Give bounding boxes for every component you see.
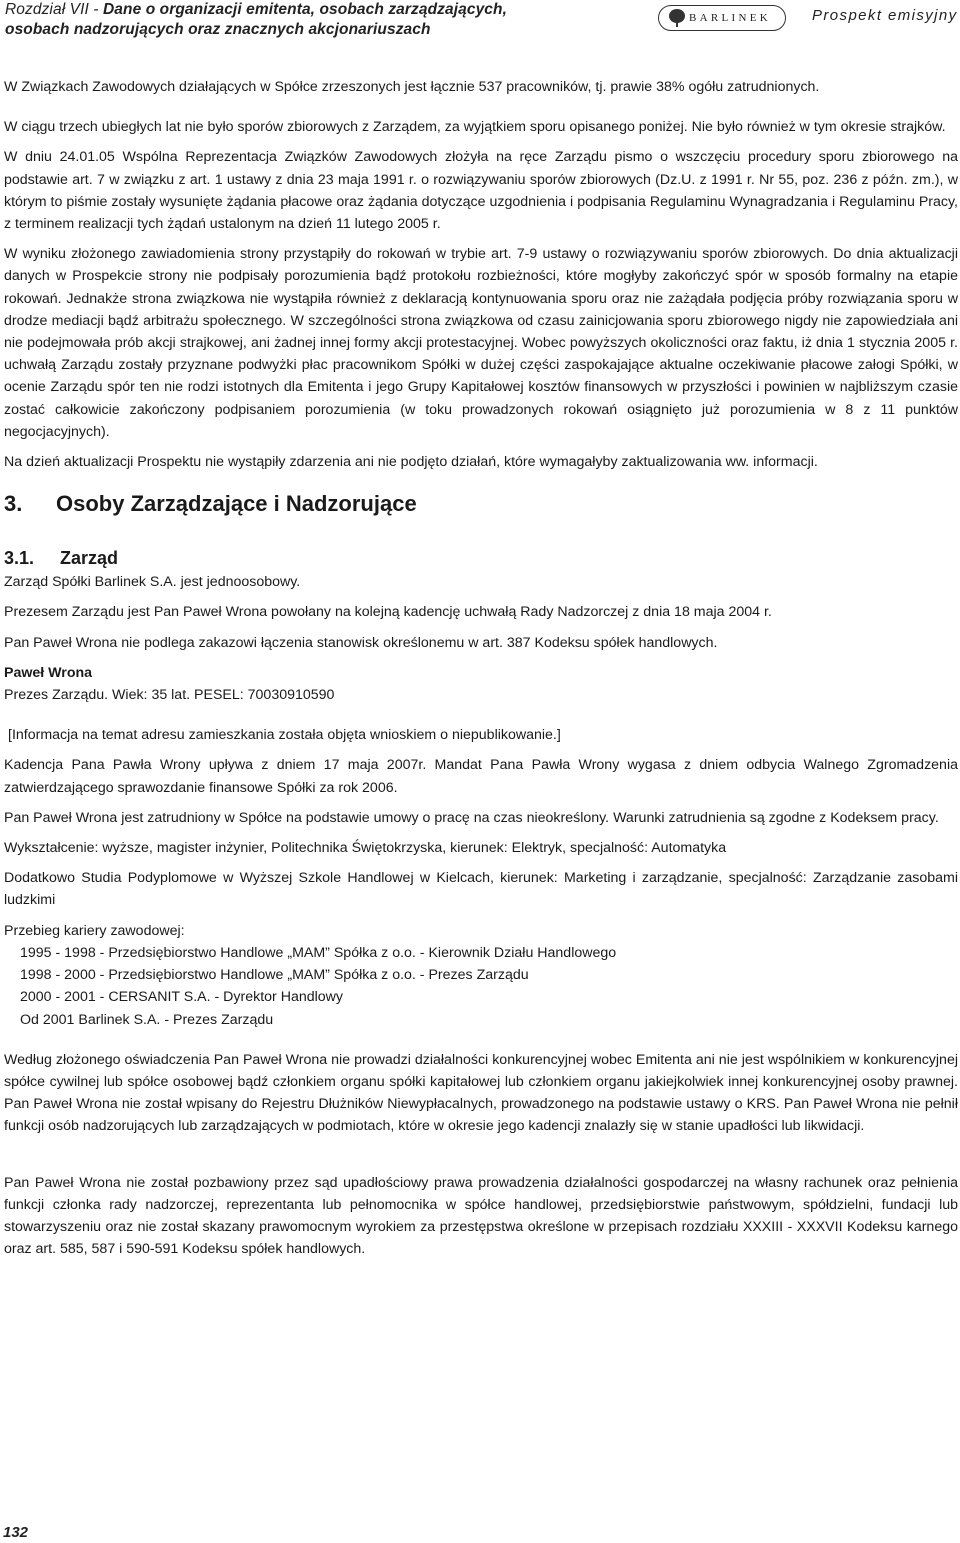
- paragraph: Pan Paweł Wrona nie podlega zakazowi łączenia stanowisk określonemu w art. 387 Kodeksu spółek handlowych.: [4, 634, 718, 651]
- paragraph: Na dzień aktualizacji Prospektu nie wystąpiły zdarzenia ani nie podjęto działań, które wymagałyby zaktualizowania ww. informacji.: [4, 454, 818, 471]
- paragraph: Kadencja Pana Pawła Wrony upływa z dniem 17 maja 2007r. Mandat Pana Pawła Wrony wygasa z dniem odbycia Walnego Zgromadzenia zatwierdzającego sprawozdanie finansowe Spółki za rok 2006.: [4, 757, 958, 796]
- subsection-title: Zarząd: [60, 548, 119, 569]
- chapter-title: [5, 0, 507, 40]
- paragraph: W ciągu trzech ubiegłych lat nie było sporów zbiorowych z Zarządem, za wyjątkiem sporu opisanego poniżej. Nie było również w tym okresie strajków.: [4, 119, 946, 136]
- paragraph: Według złożonego oświadczenia Pan Paweł Wrona nie prowadzi działalności konkurencyjnej wobec Emitenta ani nie jest wspólnikiem w konkurencyjnej spółce cywilnej lub spółce osobowej bądź członkiem organu spółki kapitałowej lub członkiem organu jakiejkolwiek innej konkurencyjnej osoby prawnej. Pan Paweł Wrona nie został wpisany do Rejestru Dłużników Niewypłacalnych, prowadzonego na podstawie ustawy o KRS. Pan Paweł Wrona nie pełnił funkcji osób nadzorujących lub zarządzających w podmiotach, które w okresie jego kadencji znalazły się w stanie upadłości lub likwidacji.: [4, 1051, 958, 1135]
- section-number: 3.: [4, 491, 23, 517]
- paragraph: Wykształcenie: wyższe, magister inżynier, Politechnika Świętokrzyska, kierunek: Elektryk, specjalność: Automatyka: [4, 840, 727, 857]
- paragraph: W wyniku złożonego zawiadomienia strony przystąpiły do rokowań w trybie art. 7-9 ustawy o rozwiązywaniu sporów zbiorowych. Do dnia aktualizacji danych w Prospekcie strony nie podpisały porozumienia bądź protokołu rozbieżności, które mogłyby zakończyć spór w sposób formalny na etapie rokowań. Jednakże strona związkowa nie wystąpiła również z deklaracją kontynuowania sporu oraz nie zażądała podjęcia próby rozwiązania sporu w drodze mediacji bądź arbitrażu społecznego. W szczególności strona związkowa od czasu zainicjowania sporu zbiorowego nigdy nie zapowiedziała ani nie podejmowała prób akcji strajkowej, ani żadnej innej formy akcji protestacyjnej. Wobec powyższych okoliczności oraz faktu, iż dnia 1 stycznia 2005 r. uchwałą Zarządu zostały przyznane podwyżki płac pracownikom Spółki w dużej części zaspokajające aktualne oczekiwanie płacowe załogi Spółki, w ocenie Zarządu spór ten nie rodzi istotnych dla Emitenta i jego Grupy Kapitałowej kosztów finansowych w przyszłości i powinien w najbliższym czasie zostać całkowicie zakończony podpisaniem porozumienia (w toku prowadzonych rokowań osiągnięto już porozumienia w 8 z 11 punktów negocjacyjnych).: [4, 246, 958, 440]
- chapter-title-line2: osobach nadzorujących oraz znacznych akcjonariuszach: [5, 21, 431, 38]
- section-heading: [4, 489, 958, 519]
- section-title: Osoby Zarządzające i Nadzorujące: [56, 491, 417, 517]
- person-name: Paweł Wrona: [4, 664, 93, 681]
- barlinek-logo: [658, 5, 786, 31]
- paragraph: W dniu 24.01.05 Wspólna Reprezentacja Związków Zawodowych złożyła na ręce Zarządu pismo o wszczęciu procedury sporu zbiorowego na podstawie art. 7 w związku z art. 1 ustawy z dnia 23 maja 1991 r. o rozwiązywaniu sporów zbiorowych (Dz.U. z 1991 r. Nr 55, poz. 236 z późn. zm.), w którym to piśmie zostały wysunięte żądania płacowe oraz żądania dotyczące uzgodnienia i podpisania Regulaminu Wynagradzania i Regulaminu Pracy, z terminem realizacji tych żądań ustalonym na dzień 11 lutego 2005 r.: [4, 149, 958, 233]
- page-number: 132: [3, 1524, 29, 1541]
- chapter-lead: Rozdział VII -: [5, 1, 103, 18]
- tree-icon: [667, 8, 687, 28]
- page-header: [0, 0, 960, 50]
- chapter-title-line1: Dane o organizacji emitenta, osobach zarządzających,: [102, 1, 508, 18]
- paragraph: Pan Paweł Wrona jest zatrudniony w Spółce na podstawie umowy o pracę na czas nieokreślony. Warunki zatrudnienia są zgodne z Kodeksem pracy.: [4, 809, 939, 826]
- paragraph: Zarząd Spółki Barlinek S.A. jest jednoosobowy.: [4, 574, 301, 591]
- career-title: Przebieg kariery zawodowej:: [4, 922, 185, 939]
- page-content: [4, 76, 958, 1260]
- career-list: [4, 942, 958, 1031]
- subsection-heading: [4, 545, 958, 571]
- document-title: Prospekt emisyjny: [812, 7, 958, 24]
- subsection-number: 3.1.: [4, 548, 35, 569]
- address-note: [Informacja na temat adresu zamieszkania została objęta wnioskiem o niepublikowanie.]: [8, 727, 561, 744]
- logo-text: BARLINEK: [689, 12, 772, 24]
- paragraph: Dodatkowo Studia Podyplomowe w Wyższej Szkole Handlowej w Kielcach, kierunek: Marketing i zarządzanie, specjalność: Zarządzanie zasobami ludzkimi: [4, 870, 958, 909]
- person-role: Prezes Zarządu. Wiek: 35 lat. PESEL: 70030910590: [4, 687, 335, 704]
- list-item: 1995 - 1998 - Przedsiębiorstwo Handlowe „MAM” Spółka z o.o. - Kierownik Działu Handlowego: [20, 944, 617, 961]
- list-item: Od 2001 Barlinek S.A. - Prezes Zarządu: [20, 1011, 274, 1028]
- paragraph: W Związkach Zawodowych działających w Spółce zrzeszonych jest łącznie 537 pracowników, tj. prawie 38% ogółu zatrudnionych.: [4, 79, 820, 95]
- list-item: 2000 - 2001 - CERSANIT S.A. - Dyrektor Handlowy: [20, 989, 344, 1006]
- paragraph: Pan Paweł Wrona nie został pozbawiony przez sąd upadłościowy prawa prowadzenia działalności gospodarczej na własny rachunek oraz pełnienia funkcji członka rady nadzorczej, reprezentanta lub pełnomocnika w spółce handlowej, przedsiębiorstwie państwowym, spółdzielni, fundacji lub stowarzyszeniu oraz nie został skazany prawomocnym wyrokiem za przestępstwa określone w przepisach rozdziału XXXIII - XXXVII Kodeksu karnego oraz art. 585, 587 i 590-591 Kodeksu spółek handlowych.: [4, 1174, 958, 1258]
- list-item: 1998 - 2000 - Przedsiębiorstwo Handlowe „MAM” Spółka z o.o. - Prezes Zarządu: [20, 967, 529, 984]
- paragraph: Prezesem Zarządu jest Pan Paweł Wrona powołany na kolejną kadencję uchwałą Rady Nadzorczej z dnia 18 maja 2004 r.: [4, 604, 772, 621]
